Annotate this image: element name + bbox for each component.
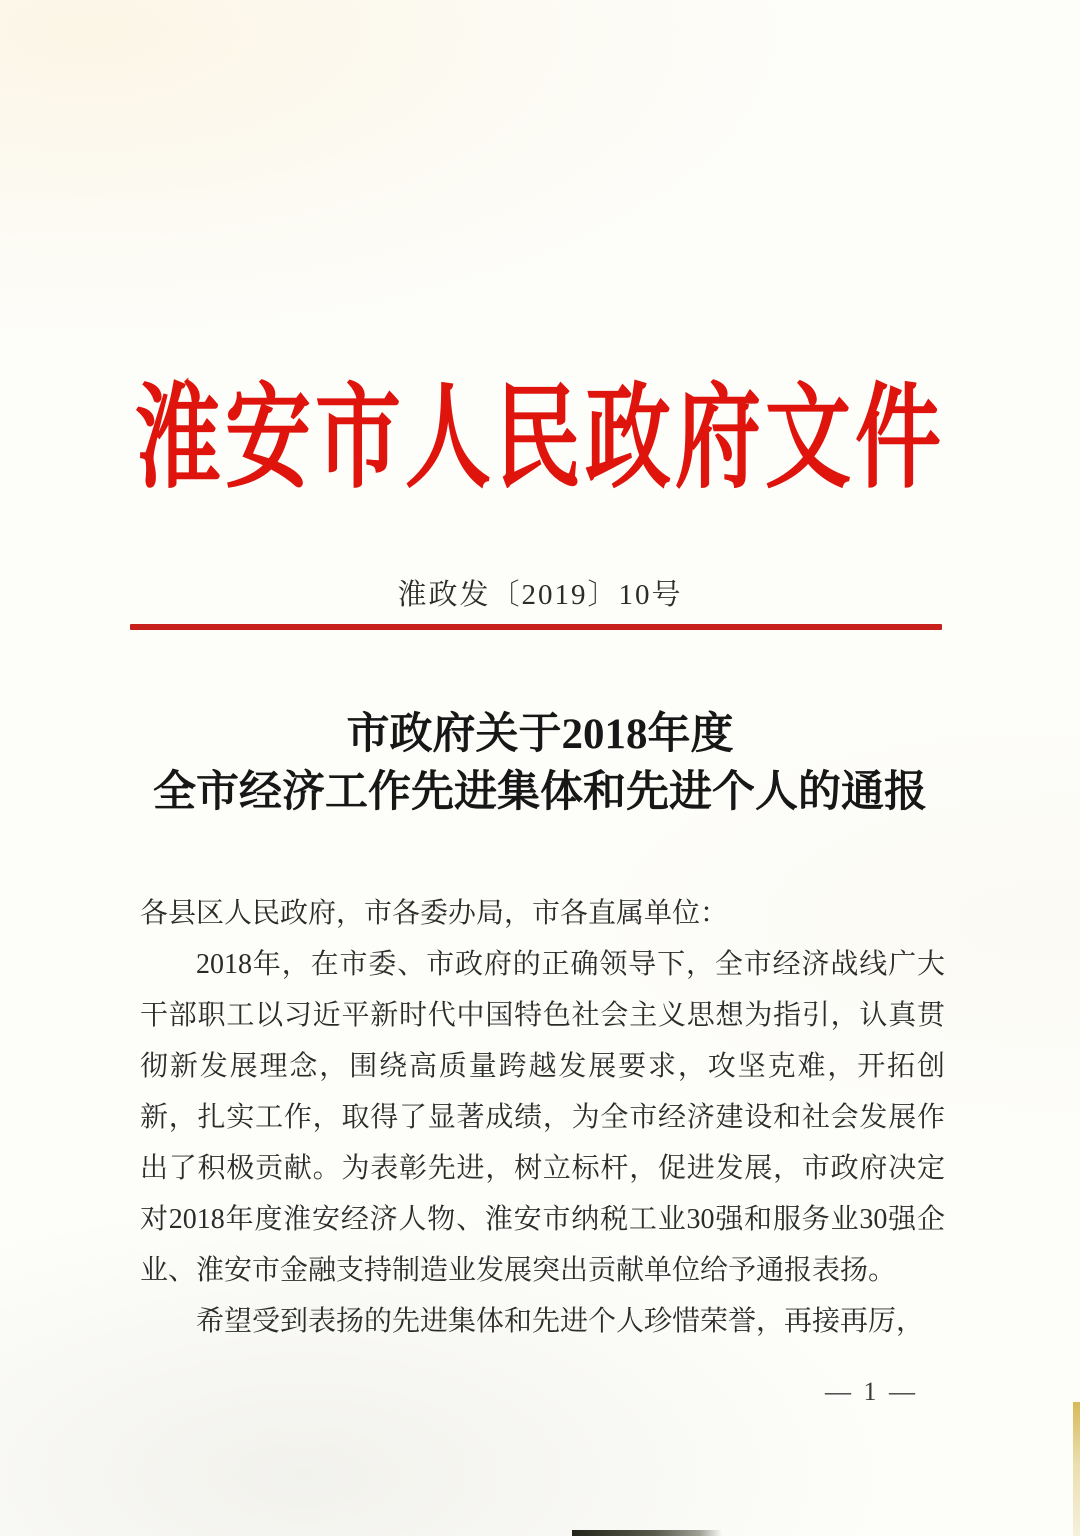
document-title-line2: 全市经济工作先进集体和先进个人的通报 (153, 769, 927, 816)
red-divider-line (130, 624, 942, 630)
salutation-line: 各县区人民政府，市各委办局，市各直属单位： (140, 898, 729, 929)
body-paragraph-2: 希望受到表扬的先进集体和先进个人珍惜荣誉，再接再厉， (196, 1306, 925, 1337)
government-header-title: 淮安市人民政府文件 (135, 375, 945, 503)
body-paragraph-1: 2018年，在市委、市政府的正确领导下，全市经济战线广大干部职工以习近平新时代中国特色社会主义思想为指引，认真贯彻新发展理念，围绕高质量跨越发展要求，攻坚克难，开拓创新，扎实工作，取得了显著成绩，为全市经济建设和社会发展作出了积极贡献。为表彰先进，树立标杆，促进发展，市政府决定对2018年度淮安经济人物、淮安市纳税工业30强和服务业30强企业、淮安市金融支持制造业发展突出贡献单位给予通报表扬。 (140, 949, 945, 1286)
photo-right-edge-artifact (1073, 1402, 1080, 1536)
document-number: 淮政发〔2019〕10号 (397, 579, 683, 611)
photo-bottom-edge-artifact (572, 1530, 722, 1536)
document-title (0, 706, 1080, 822)
document-title-line1: 市政府关于2018年度 (346, 711, 734, 758)
page-number: — 1 — (825, 1377, 918, 1406)
document-body (140, 888, 945, 1347)
